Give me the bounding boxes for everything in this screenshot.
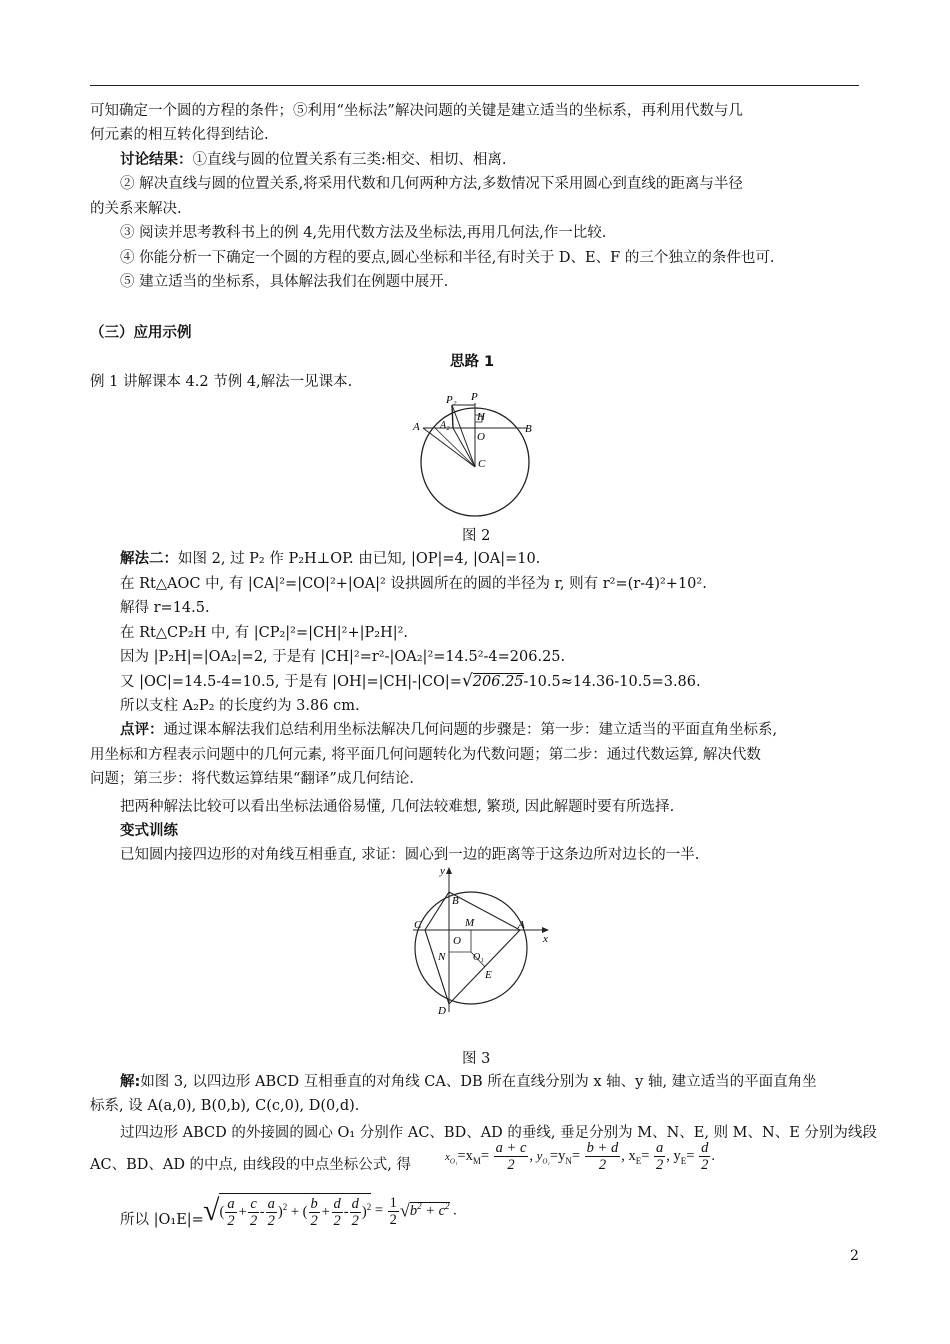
fig3-label-c: C [414,919,422,931]
fig3-label-b: B [452,895,459,907]
text-line [120,549,540,569]
fig3-quadrilateral [425,892,520,1004]
text-line: 点评：通过课本解法我们总结利用坐标法解决几何问题的步骤是：第一步：建立适当的平面直角坐标系, [120,722,778,738]
discussion-label: 讨论结果： [120,152,193,168]
method2-text: 如图 2, 过 P₂ 作 P₂H⊥OP. 由已知, |OP|=4, |OA|=10. [178,551,541,567]
fig3-label-o1: O₁ [473,952,484,963]
text-line: 所以 |O₁E|= [120,1212,204,1228]
fig2-label-p2: P₂ [446,394,457,406]
text-line: 过四边形 ABCD 的外接圆的圆心 O₁ 分别作 AC、BD、AD 的垂线, 垂足分别为 M、N、E, 则 M、N、E 分别为线段 [120,1125,877,1141]
text-line: 解得 r=14.5. [120,600,210,616]
fig2-label-c: C [478,458,486,470]
text-line: 因为 |P₂H|=|OA₂|=2, 于是有 |CH|²=r²-|OA₂|²=14.5²-4=206.25. [120,649,566,665]
subsection-heading: 思路 1 [450,354,495,370]
section-heading: （三）应用示例 [90,325,192,341]
text-line [120,150,507,170]
text-line: 解:如图 3, 以四边形 ABCD 互相垂直的对角线 CA、DB 所在直线分别为 x 轴、y 轴, 建立适当的平面直角坐 [120,1074,817,1090]
fig3-label-n: N [438,951,446,963]
variant-heading: 变式训练 [120,823,178,839]
fig2-label-p: P [471,391,478,403]
fig3-label-e: E [485,969,492,981]
text-line: 何元素的相互转化得到结论. [90,127,269,143]
fig3-label-d: D [438,1005,446,1017]
text-line: 在 Rt△CP₂H 中, 有 |CP₂|²=|CH|²+|P₂H|². [120,625,409,641]
text-line: 把两种解法比较可以看出坐标法通俗易懂, 几何法较难想, 繁琐, 因此解题时要有所选择. [120,799,675,815]
figure-3-diagram [405,862,565,1022]
method2-label: 解法二： [120,551,178,567]
fig2-label-a2: A₂ [440,420,450,431]
fig3-label-o: O [453,935,461,947]
figure-3-caption: 图 3 [462,1051,491,1067]
text-line: 已知圆内接四边形的对角线互相垂直, 求证：圆心到一边的距离等于这条边所对边长的一半. [120,847,700,863]
sqrt-value: 206.25 [472,674,524,690]
midpoint-formula: $x_{O_1}=x_M=$ $\frac{a + c}{2}$ , $y_{O_1}=y_N=$ $\frac{b + d}{2}$ , $x_E=$ $\frac{a}{2}$ , $y_E=$ $\frac{d}{2}$ . [445,1140,715,1173]
text-line: 可知确定一个圆的方程的条件；⑤利用“坐标法”解决问题的关键是建立适当的坐标系，再利用代数与几 [90,103,743,119]
fig3-label-y: y [440,865,445,877]
page-number: 2 [850,1248,859,1264]
figure-2-caption: 图 2 [462,528,491,544]
fig2-label-o: O [477,431,485,443]
text-line: ② 解决直线与圆的位置关系,将采用代数和几何两种方法,多数情况下采用圆心到直线的距离与半径 [120,176,743,192]
figure-2-diagram [405,385,545,525]
discussion-text: ①直线与圆的位置关系有三类:相交、相切、相离. [192,152,507,168]
text-line: ⑤ 建立适当的坐标系，具体解法我们在例题中展开. [120,274,449,290]
fig2-label-h: H [477,411,485,423]
text-line: 用坐标和方程表示问题中的几何元素, 将平面几何问题转化为代数问题；第二步：通过代数运算, 解决代数 [90,747,761,763]
text-line: AC、BD、AD 的中点, 由线段的中点坐标公式, 得 [90,1157,411,1173]
fig3-label-x: x [543,933,548,945]
header-rule [90,85,859,86]
text-line: ③ 阅读并思考教科书上的例 4,先用代数方法及坐标法,再用几何法,作一比较. [120,225,607,241]
fig3-label-a: A [518,919,525,931]
text-line: 问题；第三步：将代数运算结果“翻译”成几何结论. [90,771,414,787]
fig2-label-b: B [525,423,532,435]
distance-formula: √( $\frac{a}{2}$ + $\frac{c}{2}$ - $\frac{a}{2}$ )$^2$ + ( $\frac{b}{2}$ + $\frac{d}{2}$ - $\frac{d}{2}$ )$^2$ = $\frac{1}{2}$ $√b^2 + c^2$ . [203,1194,457,1229]
text-line: 所以支柱 A₂P₂ 的长度约为 3.86 cm. [120,698,360,714]
text-line: 标系, 设 A(a,0), B(0,b), C(c,0), D(0,d). [90,1098,360,1114]
text-line: ④ 你能分析一下确定一个圆的方程的要点,圆心坐标和半径,有时关于 D、E、F 的三个独立的条件也可. [120,250,775,266]
text-line: 又 |OC|=14.5-4=10.5, 于是有 |OH|=|CH|-|CO|=√206.25-10.5≈14.36-10.5=3.86. [120,671,701,691]
fig2-label-a: A [413,421,420,433]
text-line: 的关系来解决. [90,201,182,217]
fig3-label-m: M [465,917,475,929]
comment-label: 点评： [120,722,164,738]
example-line: 例 1 讲解课本 4.2 节例 4,解法一见课本. [90,374,353,390]
solution-label: 解: [120,1074,141,1090]
text-line: 在 Rt△AOC 中, 有 |CA|²=|CO|²+|OA|² 设拱圆所在的圆的半径为 r, 则有 r²=(r-4)²+10². [120,576,707,592]
